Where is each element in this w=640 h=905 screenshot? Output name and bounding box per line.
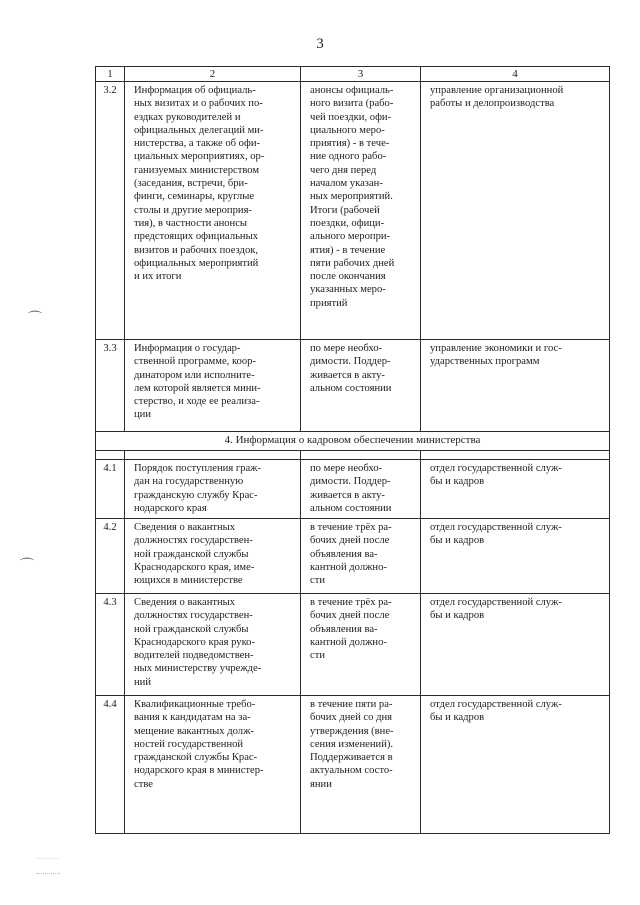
header-cell-3: 3 [301, 67, 421, 82]
gap-cell [421, 451, 610, 460]
period-cell: в течение трёх ра- бочих дней после объявления ва- кантной должно- сти [301, 519, 421, 594]
gap-cell [96, 451, 125, 460]
table-row-4-2 [96, 519, 610, 594]
row-number: 4.2 [96, 519, 125, 594]
header-cell-4: 4 [421, 67, 610, 82]
responsible-cell: управление экономики и гос- ударственных программ [421, 340, 610, 432]
page-number: 3 [316, 36, 324, 52]
row-number: 4.4 [96, 696, 125, 834]
responsible-cell: управление организационной работы и делопроизводства [421, 82, 610, 340]
row-number: 3.3 [96, 340, 125, 432]
responsible-cell: отдел государственной служ- бы и кадров [421, 594, 610, 696]
info-cell: Порядок поступления граж- дан на государственную гражданскую службу Крас- нодарского края [125, 460, 301, 519]
section-heading-row [96, 432, 610, 451]
info-cell: Информация об официаль- ных визитах и о рабочих по- ездках руководителей и официальных делегаций ми- нистерства, а также об офи- циальных мероприятиях, ор- ганизуемых министерством (заседания, встречи, бри- финги, семинары, круглые столы и другие мероприя- тия), в частности анонсы предстоящих официальных визитов и рабочих поездок, официальных мероприятий и их итоги [125, 82, 301, 340]
gap-cell [125, 451, 301, 460]
row-number: 3.2 [96, 82, 125, 340]
table-row-3-2 [96, 82, 610, 340]
period-cell: по мере необхо- димости. Поддер- живается в акту- альном состоянии [301, 460, 421, 519]
info-cell: Квалификационные требо- вания к кандидатам на за- мещение вакантных долж- ностей государственной гражданской службы Крас- нодарского края в министер- стве [125, 696, 301, 834]
responsible-cell: отдел государственной служ- бы и кадров [421, 696, 610, 834]
gap-cell [301, 451, 421, 460]
period-cell: по мере необхо- димости. Поддер- живается в акту- альном состоянии [301, 340, 421, 432]
info-cell: Информация о государ- ственной программе, коор- динатором или исполните- лем которой является мини- стерство, и ходе ее реализа- ции [125, 340, 301, 432]
info-cell: Сведения о вакантных должностях государствен- ной гражданской службы Краснодарского края руко- водителей подведомствен- ных министерству учрежде- ний [125, 594, 301, 696]
table-header-row [96, 67, 610, 82]
responsible-cell: отдел государственной служ- бы и кадров [421, 460, 610, 519]
period-cell: анонсы официаль- ного визита (рабо- чей поездки, офи- циального меро- приятия) - в тече- ние одного рабо- чего дня перед началом указан- ных мероприятий. Итоги (рабочей поездки, офици- ального меропри- ятия) - в течение пяти рабочих дней после окончания указанных меро- приятий [301, 82, 421, 340]
header-cell-1: 1 [96, 67, 125, 82]
row-number: 4.1 [96, 460, 125, 519]
info-table [95, 66, 610, 834]
period-cell: в течение пяти ра- бочих дней со дня утверждения (вне- сения изменений). Поддерживается в актуальном состо- янии [301, 696, 421, 834]
period-cell: в течение трёх ра- бочих дней после объявления ва- кантной должно- сти [301, 594, 421, 696]
table-row-4-4 [96, 696, 610, 834]
table-row-3-3 [96, 340, 610, 432]
responsible-cell: отдел государственной служ- бы и кадров [421, 519, 610, 594]
info-cell: Сведения о вакантных должностях государствен- ной гражданской службы Краснодарского края, име- ющихся в министерстве [125, 519, 301, 594]
table-row-4-3 [96, 594, 610, 696]
scan-artifact-speck [36, 858, 60, 874]
table-row-4-1 [96, 460, 610, 519]
row-number: 4.3 [96, 594, 125, 696]
section-gap-row [96, 451, 610, 460]
scan-artifact-mark: ⌒ [20, 559, 34, 574]
header-cell-2: 2 [125, 67, 301, 82]
section-heading: 4. Информация о кадровом обеспечении министерства [96, 432, 610, 451]
scan-artifact-mark: ⌒ [28, 312, 42, 327]
